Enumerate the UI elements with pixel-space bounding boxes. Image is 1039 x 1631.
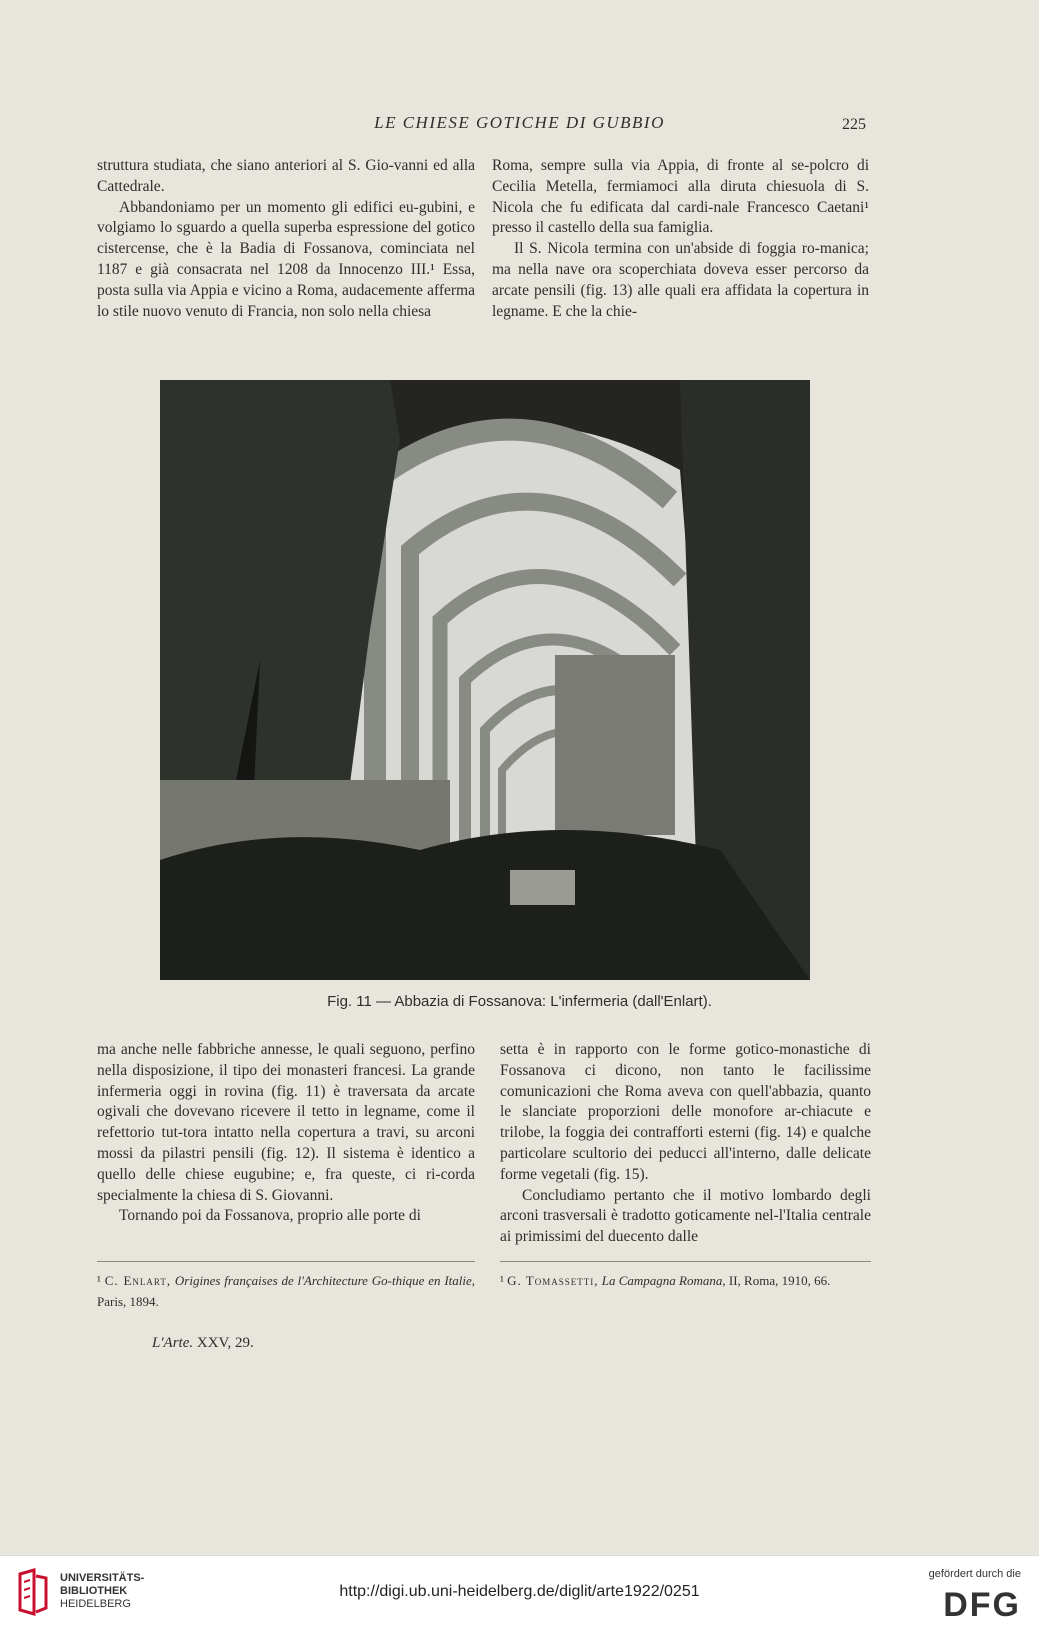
journal-name: L'Arte. xyxy=(152,1335,194,1351)
footnote-work-title: La Campagna Romana, xyxy=(601,1273,726,1288)
text-column-bottom-right xyxy=(500,1040,871,1248)
funding-label: gefördert durch die xyxy=(928,1568,1021,1580)
signature-mark xyxy=(152,1335,254,1352)
paragraph: Tornando poi da Fossanova, proprio alle porte di xyxy=(119,1207,421,1225)
footnote-marker: ¹ xyxy=(500,1273,504,1288)
source-url-link[interactable]: http://digi.ub.uni-heidelberg.de/diglit/arte1922/0251 xyxy=(339,1583,700,1600)
paragraph: Roma, sempre sulla via Appia, di fronte al se-polcro di Cecilia Metella, fermiamoci alla diruta chiesuola di S. Nicola che fu edificata dal cardi-nale Francesco Caetani¹ presso il castello della sua famiglia. xyxy=(492,157,869,237)
paragraph: Abbandoniamo per un momento gli edifici eu-gubini, e volgiamo lo sguardo a quella superba espressione del gotico cistercense, che è la Badia di Fossanova, cominciata nel 1187 e già consacrata nel 1208 da Innocenzo III.¹ Essa, posta sulla via Appia e vicino a Roma, audacemente afferma lo stile nuovo venuto di Francia, non solo nella chiesa xyxy=(97,198,475,320)
footnote-left xyxy=(97,1270,475,1312)
text-column-bottom-left xyxy=(97,1040,475,1227)
photo-illustration xyxy=(160,380,810,980)
running-title: LE CHIESE GOTICHE DI GUBBIO xyxy=(374,113,665,132)
figure-photo-infirmary-arches xyxy=(160,380,810,980)
dfg-logo: DFG xyxy=(943,1586,1021,1624)
paragraph: setta è in rapporto con le forme gotico-monastiche di Fossanova ci dicono, non tanto le facilissime comunicazioni che Roma aveva con quell'abbazia, quanto le slanciate proporzioni delle monofore ar-chiacute e trilobe, la foggia dei contrafforti esterni (fig. 14) e qualche particolare scultorio dei peducci all'interno, dalle delicate forme vegetali (fig. 15). xyxy=(500,1041,871,1183)
university-library-name: UNIVERSITÄTS- BIBLIOTHEK HEIDELBERG xyxy=(60,1572,145,1610)
footnote-right xyxy=(500,1270,871,1291)
figure-caption: Fig. 11 — Abbazia di Fossanova: L'infermeria (dall'Enlart). xyxy=(327,993,712,1010)
footnote-work-title: Origines françaises de l'Architecture Go-thique en Italie, xyxy=(174,1273,476,1288)
footnote-marker: ¹ xyxy=(97,1273,101,1288)
footnote-author: G. Tomassetti, xyxy=(507,1273,599,1288)
footnote-rule-left xyxy=(97,1261,475,1262)
text-column-top-left xyxy=(97,156,475,322)
footnote-details: Paris, 1894. xyxy=(97,1294,159,1309)
digitization-footer xyxy=(0,1555,1039,1631)
volume-info: XXV, 29. xyxy=(196,1335,254,1351)
footnote-rule-right xyxy=(500,1261,871,1262)
paragraph: struttura studiata, che siano anteriori al S. Gio-vanni ed alla Cattedrale. xyxy=(97,157,475,195)
page-number: 225 xyxy=(842,116,866,133)
paragraph: Concludiamo pertanto che il motivo lombardo degli arconi trasversali è tradotto goticamente nel-l'Italia centrale ai primissimi del duecento dalle xyxy=(500,1186,871,1246)
paragraph: Il S. Nicola termina con un'abside di foggia ro-manica; ma nella nave ora scoperchiata doveva esser percorso da arcate pensili (fig. 13) alle quali era affidata la copertura in legname. E che la chie- xyxy=(492,240,869,320)
text-column-top-right xyxy=(492,156,869,322)
footnote-details: II, Roma, 1910, 66. xyxy=(728,1273,831,1288)
footnote-author: C. Enlart, xyxy=(104,1273,172,1288)
paragraph: ma anche nelle fabbriche annesse, le quali seguono, perfino nella disposizione, il tipo dei monasteri francesi. La grande infermeria oggi in rovina (fig. 11) è traversata da arcate ogivali che dovevano ricevere il tetto in legname, come il refettorio tut-tora intatto nella copertura a travi, su arconi mossi da pilastri pensili (fig. 12). Il sistema è identico a quello delle chiese eugubine; e, fra queste, ci ri-corda specialmente la chiesa di S. Giovanni. xyxy=(97,1041,475,1204)
